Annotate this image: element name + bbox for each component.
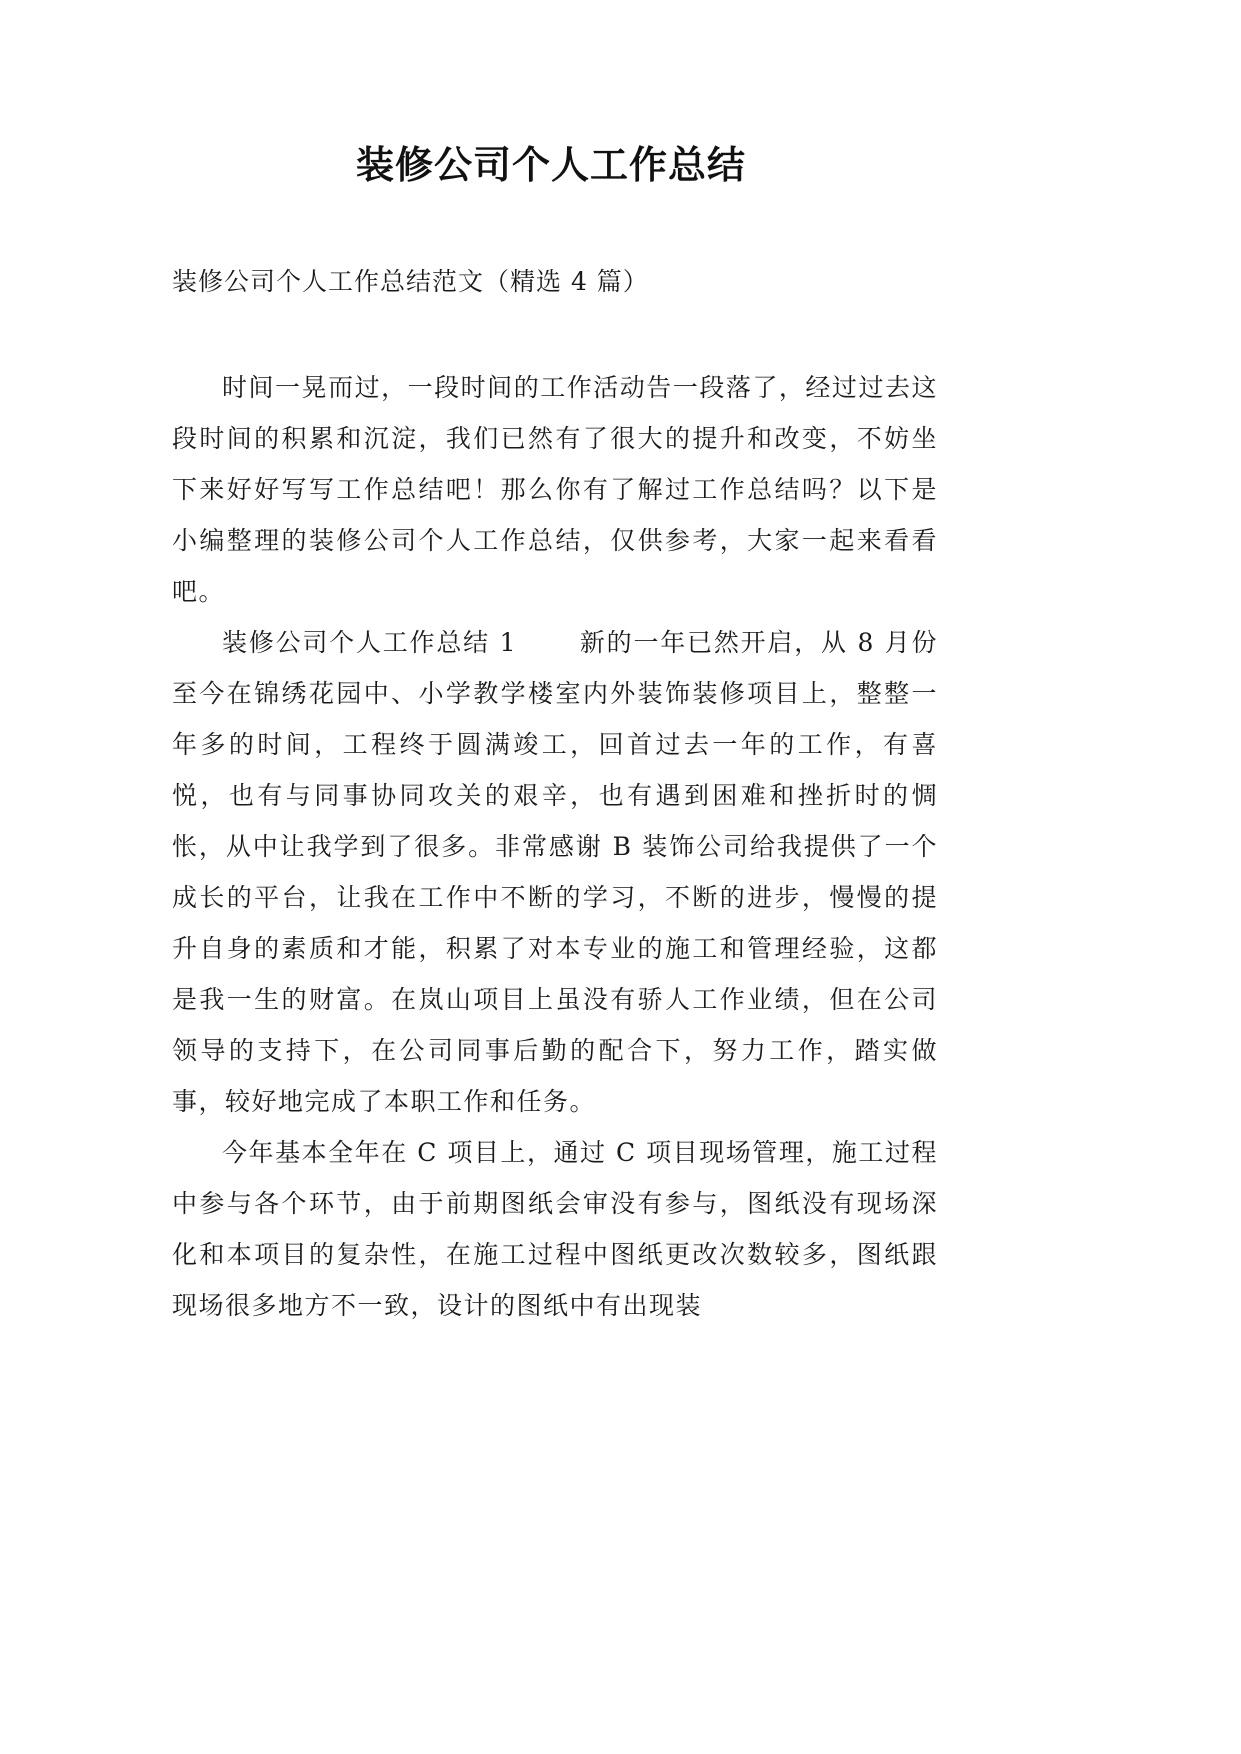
section-1-heading: 装修公司个人工作总结 1 — [222, 628, 518, 657]
document-subtitle: 装修公司个人工作总结范文（精选 4 篇） — [172, 267, 649, 296]
document-title: 装修公司个人工作总结 — [355, 143, 746, 187]
intro-paragraph: 时间一晃而过，一段时间的工作活动告一段落了，经过过去这段时间的积累和沉淀，我们已然有了很大的提升和改变，不妨坐下来好好写写工作总结吧！那么你有了解过工作总结吗？以下是小编整理的装修公司个人工作总结，仅供参考，大家一起来看看吧。 — [172, 373, 938, 606]
paragraph-3: 今年基本全年在 C 项目上，通过 C 项目现场管理，施工过程中参与各个环节，由于前期图纸会审没有参与，图纸没有现场深化和本项目的复杂性，在施工过程中图纸更改次数较多，图纸跟现场很多地方不一致，设计的图纸中有出现装 — [172, 1138, 938, 1320]
section-1-paragraph — [172, 617, 938, 1127]
document-body — [172, 362, 938, 1331]
section-1-text: 新的一年已然开启，从 8 月份至今在锦绣花园中、小学教学楼室内外装饰装修项目上，整整一年多的时间，工程终于圆满竣工，回首过去一年的工作，有喜悦，也有与同事协同攻关的艰辛，也有遇到困难和挫折时的惆怅，从中让我学到了很多。非常感谢 B 装饰公司给我提供了一个成长的平台，让我在工作中不断的学习，不断的进步，慢慢的提升自身的素质和才能，积累了对本专业的施工和管理经验，这都是我一生的财富。在岚山项目上虽没有骄人工作业绩，但在公司领导的支持下，在公司同事后勤的配合下，努力工作，踏实做事，较好地完成了本职工作和任务。 — [172, 628, 938, 1116]
